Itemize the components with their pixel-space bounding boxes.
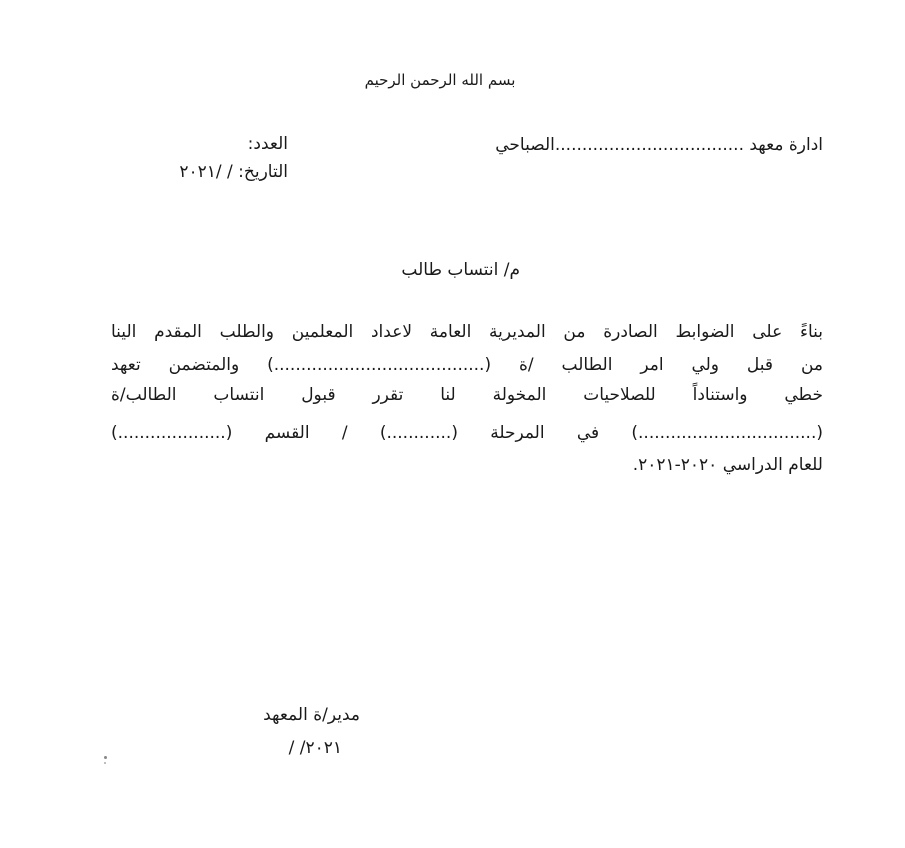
body-line-2: من قبل ولي امر الطالب /ة (.......................................) والمتضمن تعهد	[111, 355, 823, 375]
scan-speck	[104, 762, 106, 764]
subject-line: م/ انتساب طالب	[401, 260, 520, 280]
institute-name-line: ادارة معهد ...................................الصباحي	[495, 135, 823, 155]
basmala-heading: بسم الله الرحمن الرحيم	[364, 71, 516, 89]
body-line-1: بناءً على الضوابط الصادرة من المديرية العامة لاعداد المعلمين والطلب المقدم الينا	[111, 322, 823, 342]
body-line-3: خطي واستناداً للصلاحيات المخولة لنا تقرر قبول انتساب الطالب/ة	[111, 385, 823, 405]
signature-title: مدير/ة المعهد	[263, 705, 360, 725]
scan-speck	[104, 756, 107, 759]
body-line-5: للعام الدراسي ٢٠٢٠-٢٠٢١.	[632, 455, 823, 475]
reference-number-label: العدد:	[247, 134, 288, 154]
body-line-4: (.................................) في المرحلة (............) / القسم (....................)	[111, 423, 823, 443]
document-date: التاريخ: / /٢٠٢١	[179, 162, 288, 182]
signature-date: / /٢٠٢١	[288, 738, 342, 758]
